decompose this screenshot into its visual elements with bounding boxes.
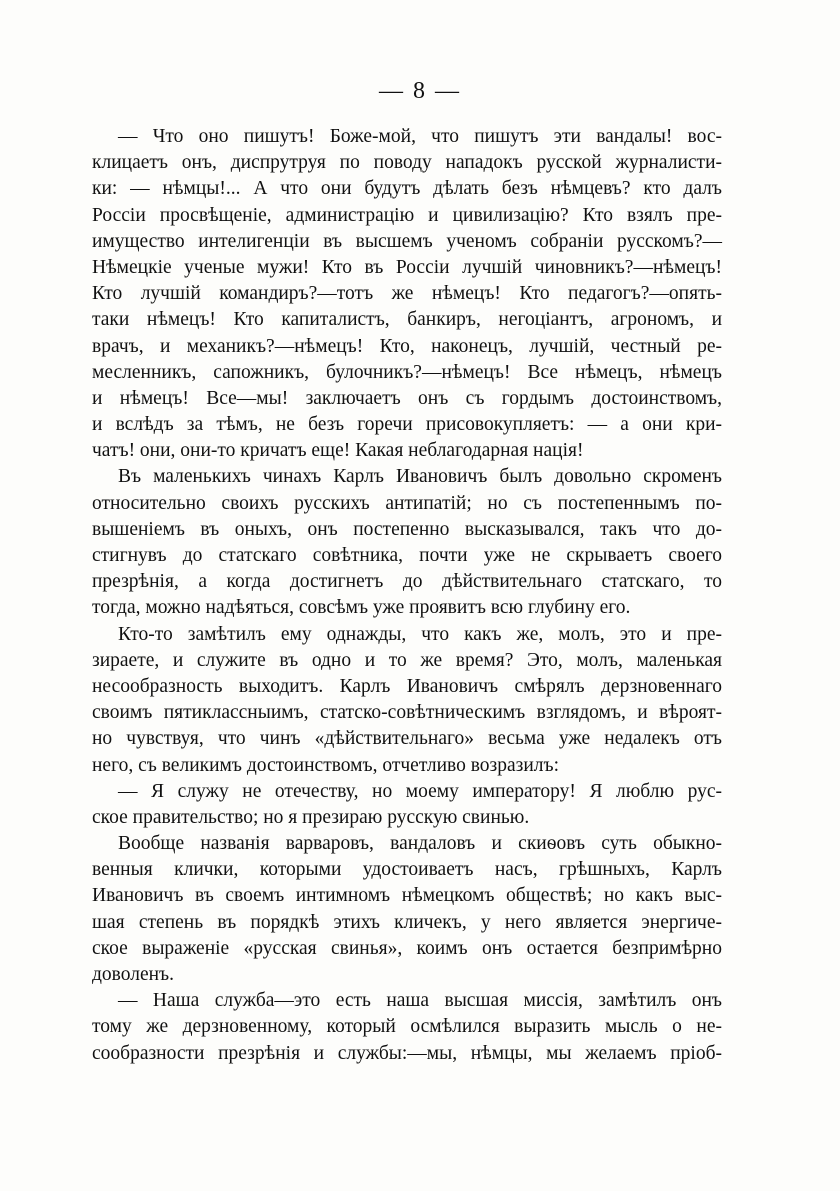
body-text bbox=[92, 124, 722, 1067]
page-number: — 8 — bbox=[379, 78, 461, 104]
text-line: Вообще названія варваровъ, вандаловъ и скиѳовъ суть обыкно- bbox=[118, 833, 722, 855]
text-line: относительно своихъ русскихъ антипатій; но съ постепеннымъ по- bbox=[92, 492, 722, 514]
text-line: Кто-то замѣтилъ ему однажды, что какъ же, молъ, это и пре- bbox=[118, 623, 722, 645]
text-line: месленникъ, сапожникъ, булочникъ?—нѣмецъ! Все нѣмецъ, нѣмецъ bbox=[92, 361, 722, 383]
text-line: доволенъ. bbox=[92, 964, 175, 985]
text-line: Нѣмецкіе ученые мужи! Кто въ Россіи лучшій чиновникъ?—нѣмецъ! bbox=[92, 256, 722, 278]
text-line: шая степень въ порядкѣ этихъ кличекъ, у него является энергиче- bbox=[92, 911, 722, 933]
text-line: Въ маленькихъ чинахъ Карлъ Ивановичъ былъ довольно скроменъ bbox=[118, 466, 722, 488]
text-line: своимъ пятиклассныимъ, статско-совѣтническимъ взглядомъ, и вѣроят- bbox=[92, 702, 722, 724]
text-line: — Что оно пишутъ! Боже-мой, что пишутъ эти вандалы! вос- bbox=[118, 126, 722, 147]
text-line: и вслѣдъ за тѣмъ, не безъ горечи присовокупляетъ: — а они кри- bbox=[92, 414, 722, 436]
text-line: венныя клички, которыми удостоиваетъ насъ, грѣшныхъ, Карлъ bbox=[92, 859, 722, 881]
text-line: несообразность выходитъ. Карлъ Ивановичъ смѣрялъ дерзновеннаго bbox=[92, 675, 722, 697]
text-line: вышеніемъ въ оныхъ, онъ постепенно высказывался, такъ что до- bbox=[92, 518, 722, 540]
text-line: ское правительство; но я презираю русскую свинью. bbox=[92, 806, 530, 828]
text-line: чатъ! они, они-то кричатъ еще! Какая неблагодарная нація! bbox=[92, 440, 584, 462]
text-line: — Я служу не отечеству, но моему императору! Я люблю рус- bbox=[118, 780, 722, 802]
text-line: зираете, и служите въ одно и то же время? Это, молъ, маленькая bbox=[92, 649, 722, 671]
text-line: имущество интелигенціи въ высшемъ ученомъ собраніи русскомъ?— bbox=[92, 230, 722, 252]
text-line: него, съ великимъ достоинствомъ, отчетливо возразилъ: bbox=[92, 754, 560, 776]
text-line: презрѣнія, а когда достигнетъ до дѣйствительнаго статскаго, то bbox=[92, 571, 722, 593]
text-line: стигнувъ до статскаго совѣтника, почти уже не скрываетъ своего bbox=[92, 545, 722, 566]
text-line: таки нѣмецъ! Кто капиталистъ, банкиръ, негоціантъ, агрономъ, и bbox=[92, 309, 722, 331]
text-line: тогда, можно надѣяться, совсѣмъ уже проявитъ всю глубину его. bbox=[92, 597, 631, 619]
text-line: сообразности презрѣнія и службы:—мы, нѣмцы, мы желаемъ пріоб- bbox=[92, 1042, 722, 1064]
text-line: тому же дерзновенному, который осмѣлился выразить мысль о не- bbox=[92, 1016, 722, 1038]
text-line: ское выраженіе «русская свинья», коимъ онъ остается безпримѣрно bbox=[92, 937, 722, 959]
text-line: Кто лучшій командиръ?—тотъ же нѣмецъ! Кто педагогъ?—опять- bbox=[92, 283, 722, 305]
text-line: и нѣмецъ! Все—мы! заключаетъ онъ съ гордымъ достоинствомъ, bbox=[92, 387, 722, 409]
text-line: но чувствуя, что чинъ «дѣйствительнаго» весьма уже недалекъ отъ bbox=[92, 728, 722, 750]
text-line: врачъ, и механикъ?—нѣмецъ! Кто, наконецъ, лучшій, честный ре- bbox=[92, 335, 722, 357]
text-line: Ивановичъ въ своемъ интимномъ нѣмецкомъ обществѣ; но какъ выс- bbox=[92, 885, 722, 907]
text-line: — Наша служба—это есть наша высшая миссія, замѣтилъ онъ bbox=[118, 990, 722, 1012]
text-line: ки: — нѣмцы!... А что они будутъ дѣлать безъ нѣмцевъ? кто далъ bbox=[92, 178, 722, 200]
text-line: Россіи просвѣщеніе, администрацію и цивилизацію? Кто взялъ пре- bbox=[92, 204, 722, 226]
text-line: клицаетъ онъ, диспрутруя по поводу нападокъ русской журналисти- bbox=[92, 152, 722, 174]
